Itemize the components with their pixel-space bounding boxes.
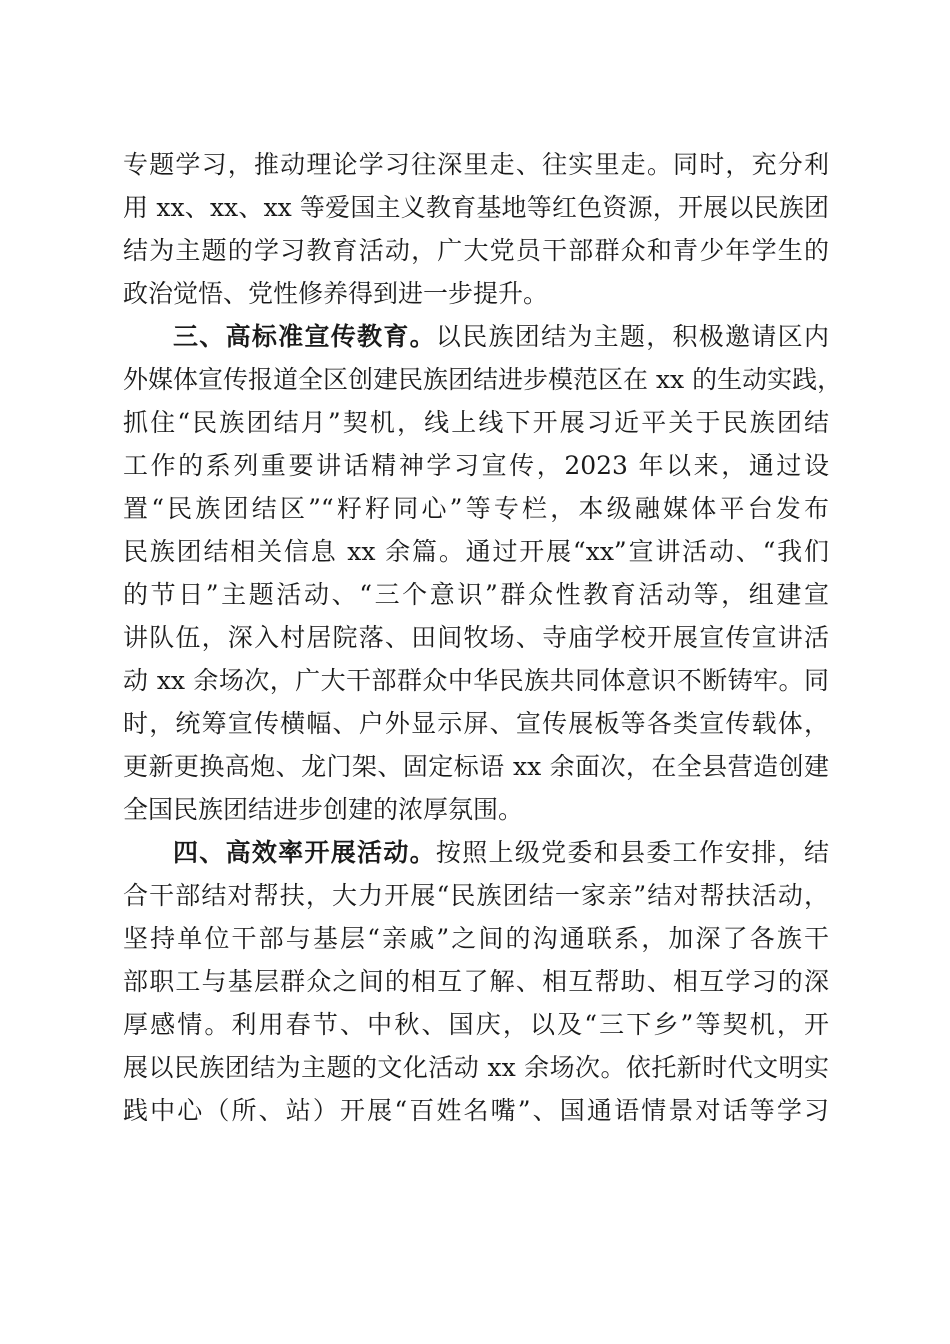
text-line: 时，统筹宣传横幅、户外显示屏、宣传展板等各类宣传载体， bbox=[123, 709, 829, 738]
text-line: 讲队伍，深入村居院落、田间牧场、寺庙学校开展宣传宣讲活 bbox=[123, 623, 829, 652]
text-line: 外媒体宣传报道全区创建民族团结进步模范区在 xx 的生动实践， bbox=[123, 365, 843, 394]
text-line bbox=[123, 315, 829, 358]
text-line: 厚感情。利用春节、中秋、国庆，以及“三下乡”等契机，开 bbox=[123, 1010, 829, 1039]
text-line: 合干部结对帮扶，大力开展“民族团结一家亲”结对帮扶活动， bbox=[123, 881, 829, 910]
text-line bbox=[123, 831, 829, 874]
text-line: 展以民族团结为主题的文化活动 xx 余场次。依托新时代文明实 bbox=[123, 1053, 829, 1082]
text-line: 专题学习，推动理论学习往深里走、往实里走。同时，充分利 bbox=[123, 150, 829, 179]
section-heading: 三、高标准宣传教育。 bbox=[173, 322, 436, 351]
text-line: 民族团结相关信息 xx 余篇。通过开展“xx”宣讲活动、“我们 bbox=[123, 537, 829, 566]
text-line: 政治觉悟、党性修养得到进一步提升。 bbox=[123, 279, 549, 308]
paragraph-continuation bbox=[123, 143, 829, 315]
text-line: 动 xx 余场次，广大干部群众中华民族共同体意识不断铸牢。同 bbox=[123, 666, 829, 695]
text-span: 按照上级党委和县委工作安排，结 bbox=[435, 838, 829, 867]
text-line: 更新更换高炮、龙门架、固定标语 xx 余面次，在全县营造创建 bbox=[123, 752, 829, 781]
text-line: 部职工与基层群众之间的相互了解、相互帮助、相互学习的深 bbox=[123, 967, 829, 996]
text-line: 全国民族团结进步创建的浓厚氛围。 bbox=[123, 795, 524, 824]
paragraph-publicity-education bbox=[123, 315, 843, 831]
paragraph-activities bbox=[123, 831, 829, 1132]
text-span: 以民族团结为主题，积极邀请区内 bbox=[435, 322, 829, 351]
text-line: 抓住“民族团结月”契机，线上线下开展习近平关于民族团结 bbox=[123, 408, 829, 437]
section-heading: 四、高效率开展活动。 bbox=[173, 838, 436, 867]
document-body bbox=[123, 143, 843, 1132]
text-line: 用 xx、xx、xx 等爱国主义教育基地等红色资源，开展以民族团 bbox=[123, 193, 829, 222]
text-line: 的节日”主题活动、“三个意识”群众性教育活动等，组建宣 bbox=[123, 580, 829, 609]
text-line: 坚持单位干部与基层“亲戚”之间的沟通联系，加深了各族干 bbox=[123, 924, 829, 953]
text-line: 置“民族团结区”“籽籽同心”等专栏，本级融媒体平台发布 bbox=[123, 494, 829, 523]
text-line: 践中心（所、站）开展“百姓名嘴”、国通语情景对话等学习 bbox=[123, 1096, 829, 1125]
text-line: 结为主题的学习教育活动，广大党员干部群众和青少年学生的 bbox=[123, 236, 829, 265]
text-line: 工作的系列重要讲话精神学习宣传，2023 年以来，通过设 bbox=[123, 451, 829, 480]
